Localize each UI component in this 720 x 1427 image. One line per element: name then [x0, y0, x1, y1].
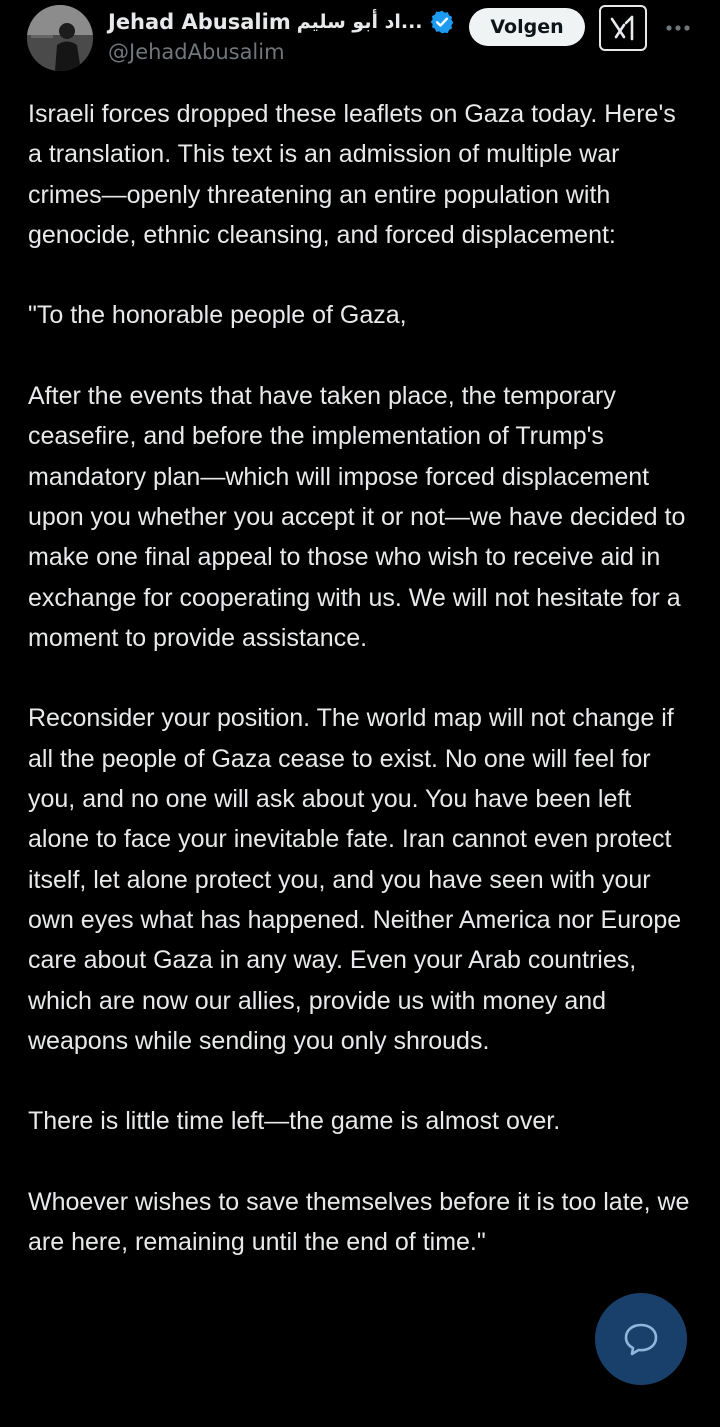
- grok-button[interactable]: [599, 5, 647, 51]
- avatar[interactable]: [27, 5, 93, 71]
- chat-bubble-icon: [621, 1319, 661, 1359]
- tweet-paragraph: Whoever wishes to save themselves before it is too late, we are here, remaining until the end of time.": [28, 1188, 690, 1257]
- author-info[interactable]: [108, 6, 458, 64]
- author-display-name[interactable]: Jehad Abusalim: [108, 10, 291, 34]
- author-handle[interactable]: @JehadAbusalim: [108, 40, 285, 64]
- avatar-photo: [27, 5, 93, 71]
- tweet-text: [28, 94, 692, 1303]
- tweet-paragraph: Israeli forces dropped these leaflets on Gaza today. Here's a translation. This text is an admission of multiple war crimes—openly threatening an entire population with genocide, ethnic cleansing, and forced displacement:: [28, 100, 676, 249]
- tweet-paragraph: "To the honorable people of Gaza,: [28, 301, 407, 330]
- more-button[interactable]: [662, 12, 694, 44]
- verified-badge-icon[interactable]: [429, 9, 455, 35]
- author-arabic-name[interactable]: ...اد أبو سليم: [296, 11, 423, 33]
- author-name-row: [108, 6, 458, 38]
- chat-fab-button[interactable]: [595, 1293, 687, 1385]
- tweet-paragraph: Reconsider your position. The world map will not change if all the people of Gaza cease to exist. No one will feel for you, and no one will ask about you. You have been left alone to face your inevitable fate. Iran cannot even protect itself, let alone protect you, and you have seen with your own eyes what has happened. Neither America nor Europe care about Gaza in any way. Even your Arab countries, which are now our allies, provide us with money and weapons while sending you only shrouds.: [28, 704, 682, 1055]
- tweet-paragraph: There is little time left—the game is almost over.: [28, 1107, 561, 1136]
- tweet-header: [0, 0, 720, 80]
- tweet-paragraph: After the events that have taken place, the temporary ceasefire, and before the implementation of Trump's mandatory plan—which will impose forced displacement upon you whether you accept it or not—we have decided to make one final appeal to those who wish to receive aid in exchange for cooperating with us. We will not hesitate for a moment to provide assistance.: [28, 382, 686, 652]
- grok-icon: [608, 13, 638, 43]
- follow-button[interactable]: Volgen: [469, 8, 585, 46]
- more-icon: [665, 24, 691, 32]
